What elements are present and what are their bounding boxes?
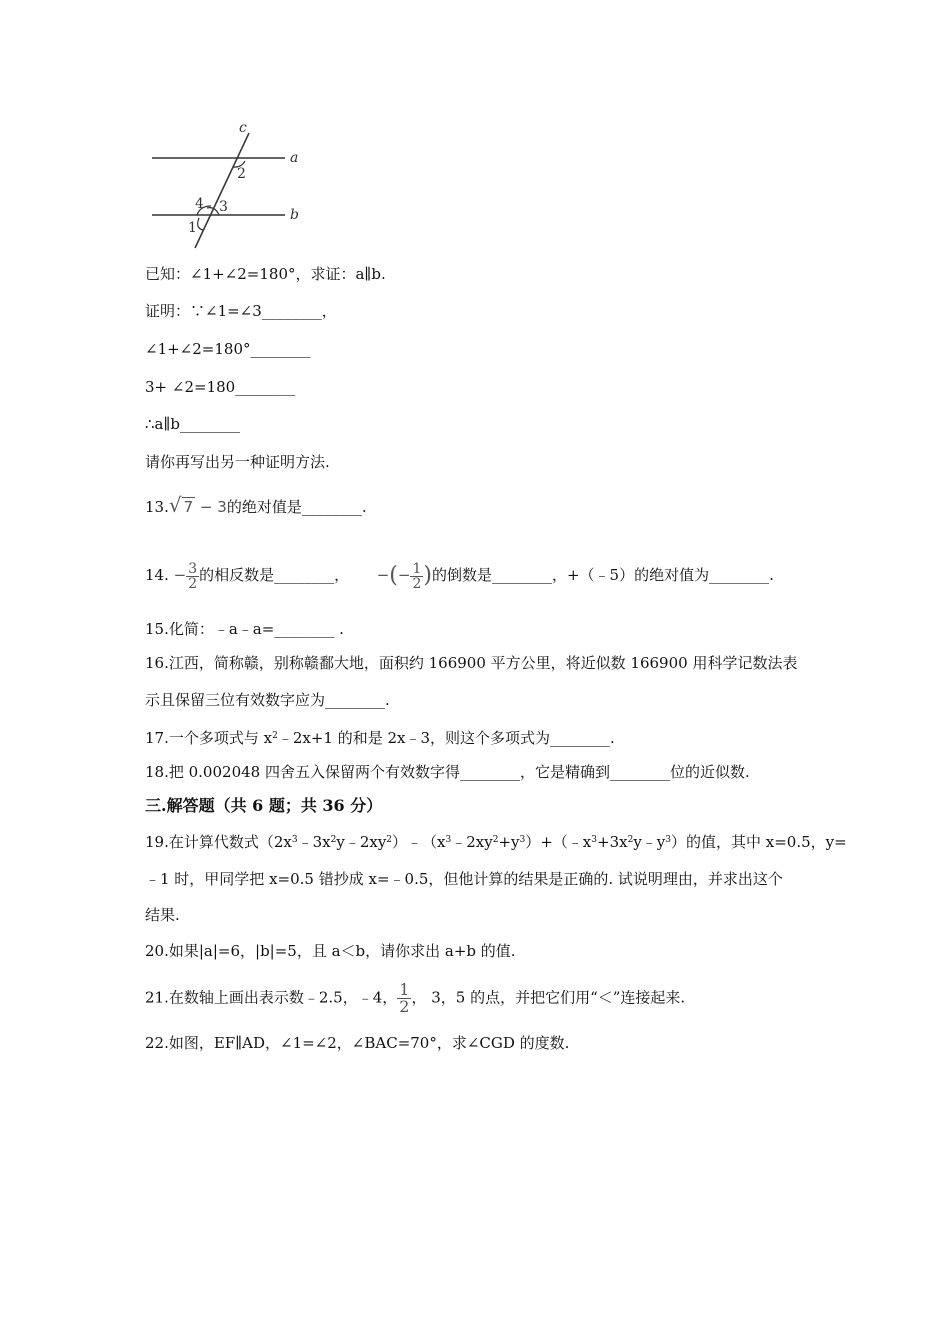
q19-e: ﹣2xy bbox=[451, 833, 493, 851]
section-3-heading: 三.解答题（共 6 题；共 36 分） bbox=[145, 796, 383, 815]
question-14 bbox=[145, 560, 774, 591]
proof-step-4: ∴a∥b________ bbox=[145, 415, 241, 433]
question-17 bbox=[145, 727, 615, 749]
question-22: 22.如图，EF∥AD，∠1=∠2，∠BAC=70°，求∠CGD 的度数. bbox=[145, 1034, 570, 1052]
right-paren-icon: ) bbox=[423, 563, 432, 588]
q21-fraction bbox=[397, 982, 411, 1015]
q14-frac1-sign: − bbox=[173, 566, 187, 584]
q19-g: ）+（﹣x bbox=[525, 833, 592, 851]
proof-step-1: 证明：∵∠1=∠3________， bbox=[145, 302, 337, 320]
q19-s2: 2 bbox=[330, 835, 337, 845]
q14-expr2-num: 1 bbox=[412, 560, 422, 577]
question-19-line-2: ﹣1 时，甲同学把 x=0.5 错抄成 x=﹣0.5，但他计算的结果是正确的. 试说明理由，并求出这个 bbox=[145, 870, 783, 888]
q17-part-a: 17.一个多项式与 x bbox=[145, 729, 273, 747]
q19-d: ）﹣（x bbox=[392, 833, 446, 851]
label-1: 1 bbox=[188, 220, 197, 236]
question-15: 15.化简：﹣a﹣a=________ . bbox=[145, 620, 344, 638]
q19-s6: 3 bbox=[519, 835, 526, 845]
angle-arc-1 bbox=[198, 218, 203, 230]
proof-given: 已知：∠1+∠2=180°，求证：a∥b. bbox=[145, 265, 386, 283]
sqrt-symbol-icon: √ bbox=[168, 493, 182, 517]
q17-sup: 2 bbox=[272, 731, 278, 741]
label-c: c bbox=[239, 120, 247, 136]
proof-step-5: 请你再写出另一种证明方法. bbox=[145, 453, 330, 471]
question-16-line-1: 16.江西，简称赣，别称赣鄱大地，面积约 166900 平方公里，将近似数 166900 用科学记数法表 bbox=[145, 654, 798, 672]
q13-minus-3: − 3 bbox=[195, 498, 227, 516]
q19-h: +3x bbox=[597, 833, 628, 851]
q14-number: 14. bbox=[145, 566, 169, 584]
q14-expr2-inner-sign: − bbox=[397, 566, 411, 584]
q19-i: y﹣y bbox=[633, 833, 666, 851]
question-18: 18.把 0.002048 四舍五入保留两个有效数字得________，它是精确到________位的近似数. bbox=[145, 763, 750, 781]
question-19-line-3: 结果. bbox=[145, 906, 180, 924]
question-21 bbox=[145, 982, 685, 1015]
proof-step-3-rest: ∠2=180________ bbox=[171, 378, 296, 396]
q19-s9: 3 bbox=[665, 835, 671, 845]
q19-b: ﹣3x bbox=[297, 833, 331, 851]
question-16-line-2: 示且保留三位有效数字应为________. bbox=[145, 691, 390, 709]
parallel-lines-figure bbox=[145, 118, 315, 253]
label-a: a bbox=[290, 150, 299, 166]
q21-frac-num: 1 bbox=[399, 980, 410, 999]
proof-step-3 bbox=[145, 376, 295, 398]
q19-s7: 3 bbox=[591, 835, 597, 845]
q14-frac1 bbox=[186, 562, 199, 591]
question-13 bbox=[145, 494, 367, 518]
q19-s4: 3 bbox=[445, 835, 452, 845]
q21-part-a: 21.在数轴上画出表示数﹣2.5，﹣4， bbox=[145, 988, 398, 1007]
q14-frac1-den: 2 bbox=[188, 575, 198, 592]
left-paren-icon: ( bbox=[389, 563, 398, 588]
label-3: 3 bbox=[219, 199, 228, 215]
label-2: 2 bbox=[237, 166, 246, 182]
q21-part-b: ， 3，5 的点，并把它们用“＜”连接起来. bbox=[411, 988, 686, 1007]
q21-frac-den: 2 bbox=[399, 997, 410, 1016]
q19-s8: 2 bbox=[627, 835, 634, 845]
q19-c: y﹣2xy bbox=[336, 833, 387, 851]
q14-expr2-den: 2 bbox=[412, 575, 422, 592]
q13-number: 13. bbox=[145, 498, 169, 516]
q14-expr2-frac bbox=[410, 562, 423, 591]
proof-step-2: ∠1+∠2=180°________ bbox=[145, 340, 311, 358]
q19-s1: 3 bbox=[291, 835, 298, 845]
label-4: 4 bbox=[195, 196, 204, 212]
q19-f: +y bbox=[498, 833, 520, 851]
question-20: 20.如果|a|=6，|b|=5，且 a＜b，请你求出 a+b 的值. bbox=[145, 942, 516, 960]
q13-radicand: 7 bbox=[183, 498, 194, 516]
q19-a: 19.在计算代数式（2x bbox=[145, 833, 292, 851]
q13-text: 的绝对值是________. bbox=[226, 498, 367, 516]
label-b: b bbox=[290, 207, 299, 223]
q19-s5: 2 bbox=[492, 835, 499, 845]
q14-frac1-num: 3 bbox=[188, 560, 198, 577]
question-19-line-1 bbox=[145, 831, 847, 853]
line-c bbox=[195, 133, 249, 248]
q14-expr2-sign: − bbox=[376, 566, 390, 584]
q19-j: ）的值，其中 x=0.5，y= bbox=[671, 833, 847, 851]
proof-step-3-prefix: 3+ bbox=[145, 378, 168, 396]
q17-part-b: ﹣2x+1 的和是 2x﹣3，则这个多项式为________. bbox=[277, 729, 615, 747]
q14-text-2: 的倒数是________，+（﹣5）的绝对值为________. bbox=[431, 566, 774, 584]
q19-s3: 2 bbox=[386, 835, 393, 845]
q14-text-1: 的相反数是________， bbox=[199, 566, 350, 584]
